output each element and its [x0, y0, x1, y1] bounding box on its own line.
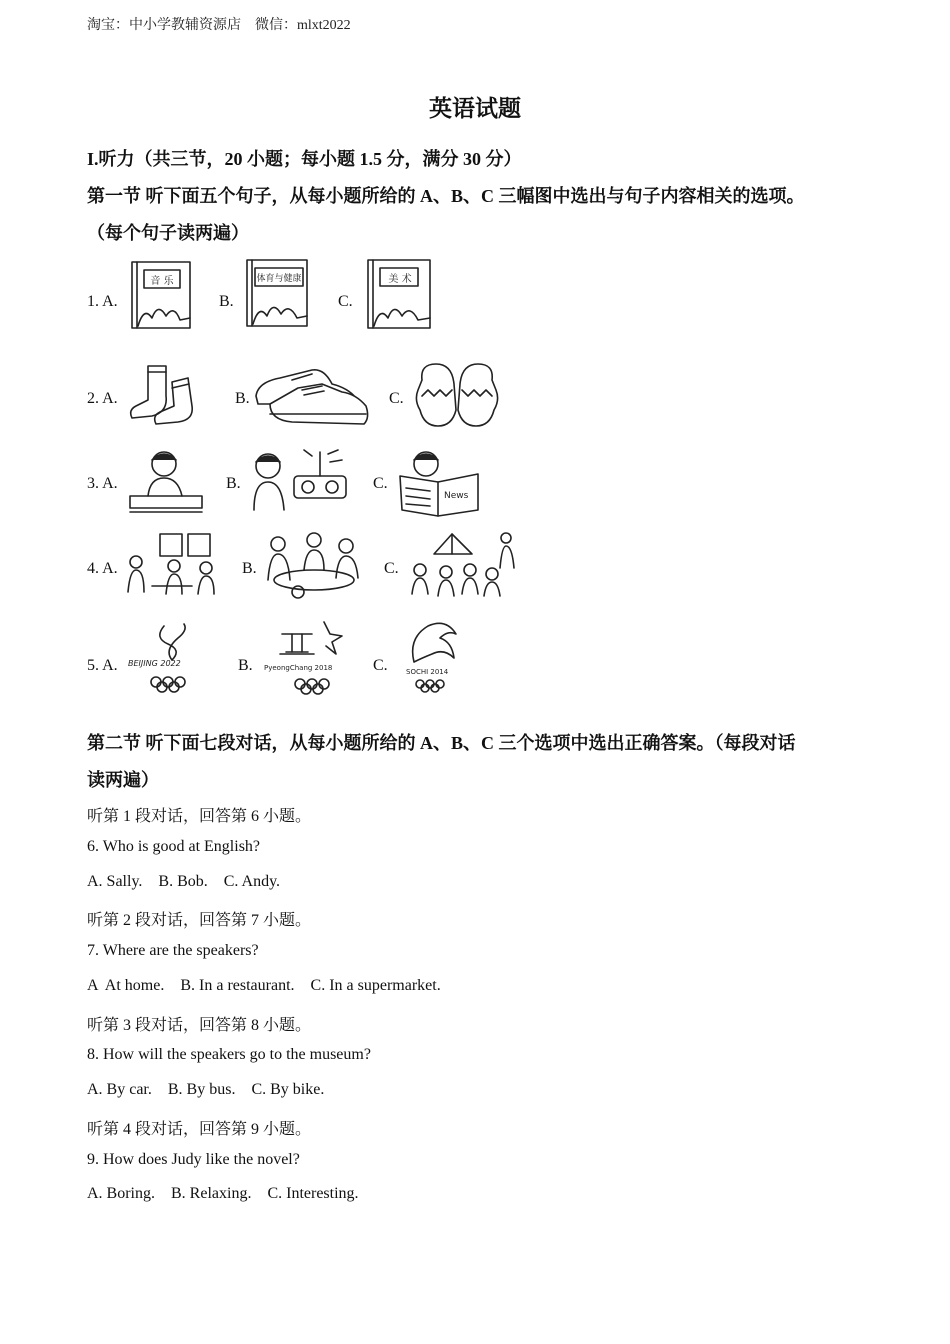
question-6: 6. Who is good at English? — [87, 838, 261, 855]
question-6-options: A. Sally. B. Bob. C. Andy. — [87, 873, 281, 890]
q5-label-a: 5. A. — [87, 657, 118, 674]
page-title: 英语试题 — [429, 96, 521, 121]
q3-label-c: C. — [373, 475, 388, 492]
sochi-logo-text: SOCHI 2014 — [406, 668, 449, 676]
boy-writing-image — [126, 446, 206, 516]
music-book-image — [128, 258, 196, 333]
question-8-options: A. By car. B. By bus. C. By bike. — [87, 1081, 325, 1098]
part1-heading: I.听力（共三节，20 小题；每小题 1.5 分，满分 30 分） — [87, 149, 522, 169]
newspaper-title: News — [444, 491, 469, 501]
socks-image — [126, 360, 210, 430]
question-9-options: A. Boring. B. Relaxing. C. Interesting. — [87, 1185, 359, 1202]
q1-label-c: C. — [338, 293, 353, 310]
sneakers-image — [252, 362, 372, 428]
pyeongchang-logo-text: PyeongChang 2018 — [264, 664, 333, 672]
music-book-title: 音 乐 — [150, 276, 174, 287]
q5-label-c: C. — [373, 657, 388, 674]
question-7-options: A At home. B. In a restaurant. C. In a supermarket. — [87, 977, 441, 994]
family-dinner-image — [262, 530, 366, 600]
q1-label-b: B. — [219, 293, 234, 310]
question-7: 7. Where are the speakers? — [87, 942, 259, 959]
q2-label-c: C. — [389, 390, 404, 407]
section1-instruction: 第一节 听下面五个句子，从每小题所给的 A、B、C 三幅图中选出与句子内容相关的选项。 — [87, 186, 805, 206]
q2-label-b: B. — [235, 390, 250, 407]
q4-label-b: B. — [242, 560, 257, 577]
camping-scene-image — [406, 528, 520, 600]
q1-label-a: 1. A. — [87, 293, 118, 310]
section2-instruction: 第二节 听下面七段对话，从每小题所给的 A、B、C 三个选项中选出正确答案。（每段对话 — [87, 733, 796, 753]
question-8: 8. How will the speakers go to the museum? — [87, 1046, 371, 1063]
beijing-logo-text: BEIJING 2022 — [128, 659, 181, 668]
dialogue-2-prompt: 听第 2 段对话，回答第 7 小题。 — [87, 912, 312, 929]
pe-book-title: 体育与健康 — [256, 274, 302, 284]
q3-label-b: B. — [226, 475, 241, 492]
beijing-2022-logo-image — [124, 620, 216, 696]
q5-label-b: B. — [238, 657, 253, 674]
section1-instruction-note: （每个句子读两遍） — [87, 223, 249, 243]
q2-label-a: 2. A. — [87, 390, 118, 407]
mittens-image — [412, 360, 502, 430]
q4-label-a: 4. A. — [87, 560, 118, 577]
dialogue-1-prompt: 听第 1 段对话，回答第 6 小题。 — [87, 808, 312, 825]
art-book-image — [364, 256, 434, 331]
dialogue-3-prompt: 听第 3 段对话，回答第 8 小题。 — [87, 1017, 312, 1034]
boy-radio-image — [248, 446, 354, 516]
classroom-scene-image — [122, 530, 222, 600]
pyeongchang-2018-logo-image — [262, 618, 358, 696]
q3-label-a: 3. A. — [87, 475, 118, 492]
art-book-title: 美 术 — [388, 274, 412, 285]
page-header: 淘宝：中小学教辅资源店 微信：mlxt2022 — [87, 18, 351, 33]
section2-instruction-note: 读两遍） — [87, 770, 159, 790]
pe-book-image — [243, 256, 313, 331]
sochi-2014-logo-image — [400, 618, 470, 696]
q4-label-c: C. — [384, 560, 399, 577]
boy-newspaper-image — [398, 446, 482, 516]
dialogue-4-prompt: 听第 4 段对话，回答第 9 小题。 — [87, 1121, 312, 1138]
question-9: 9. How does Judy like the novel? — [87, 1151, 300, 1168]
